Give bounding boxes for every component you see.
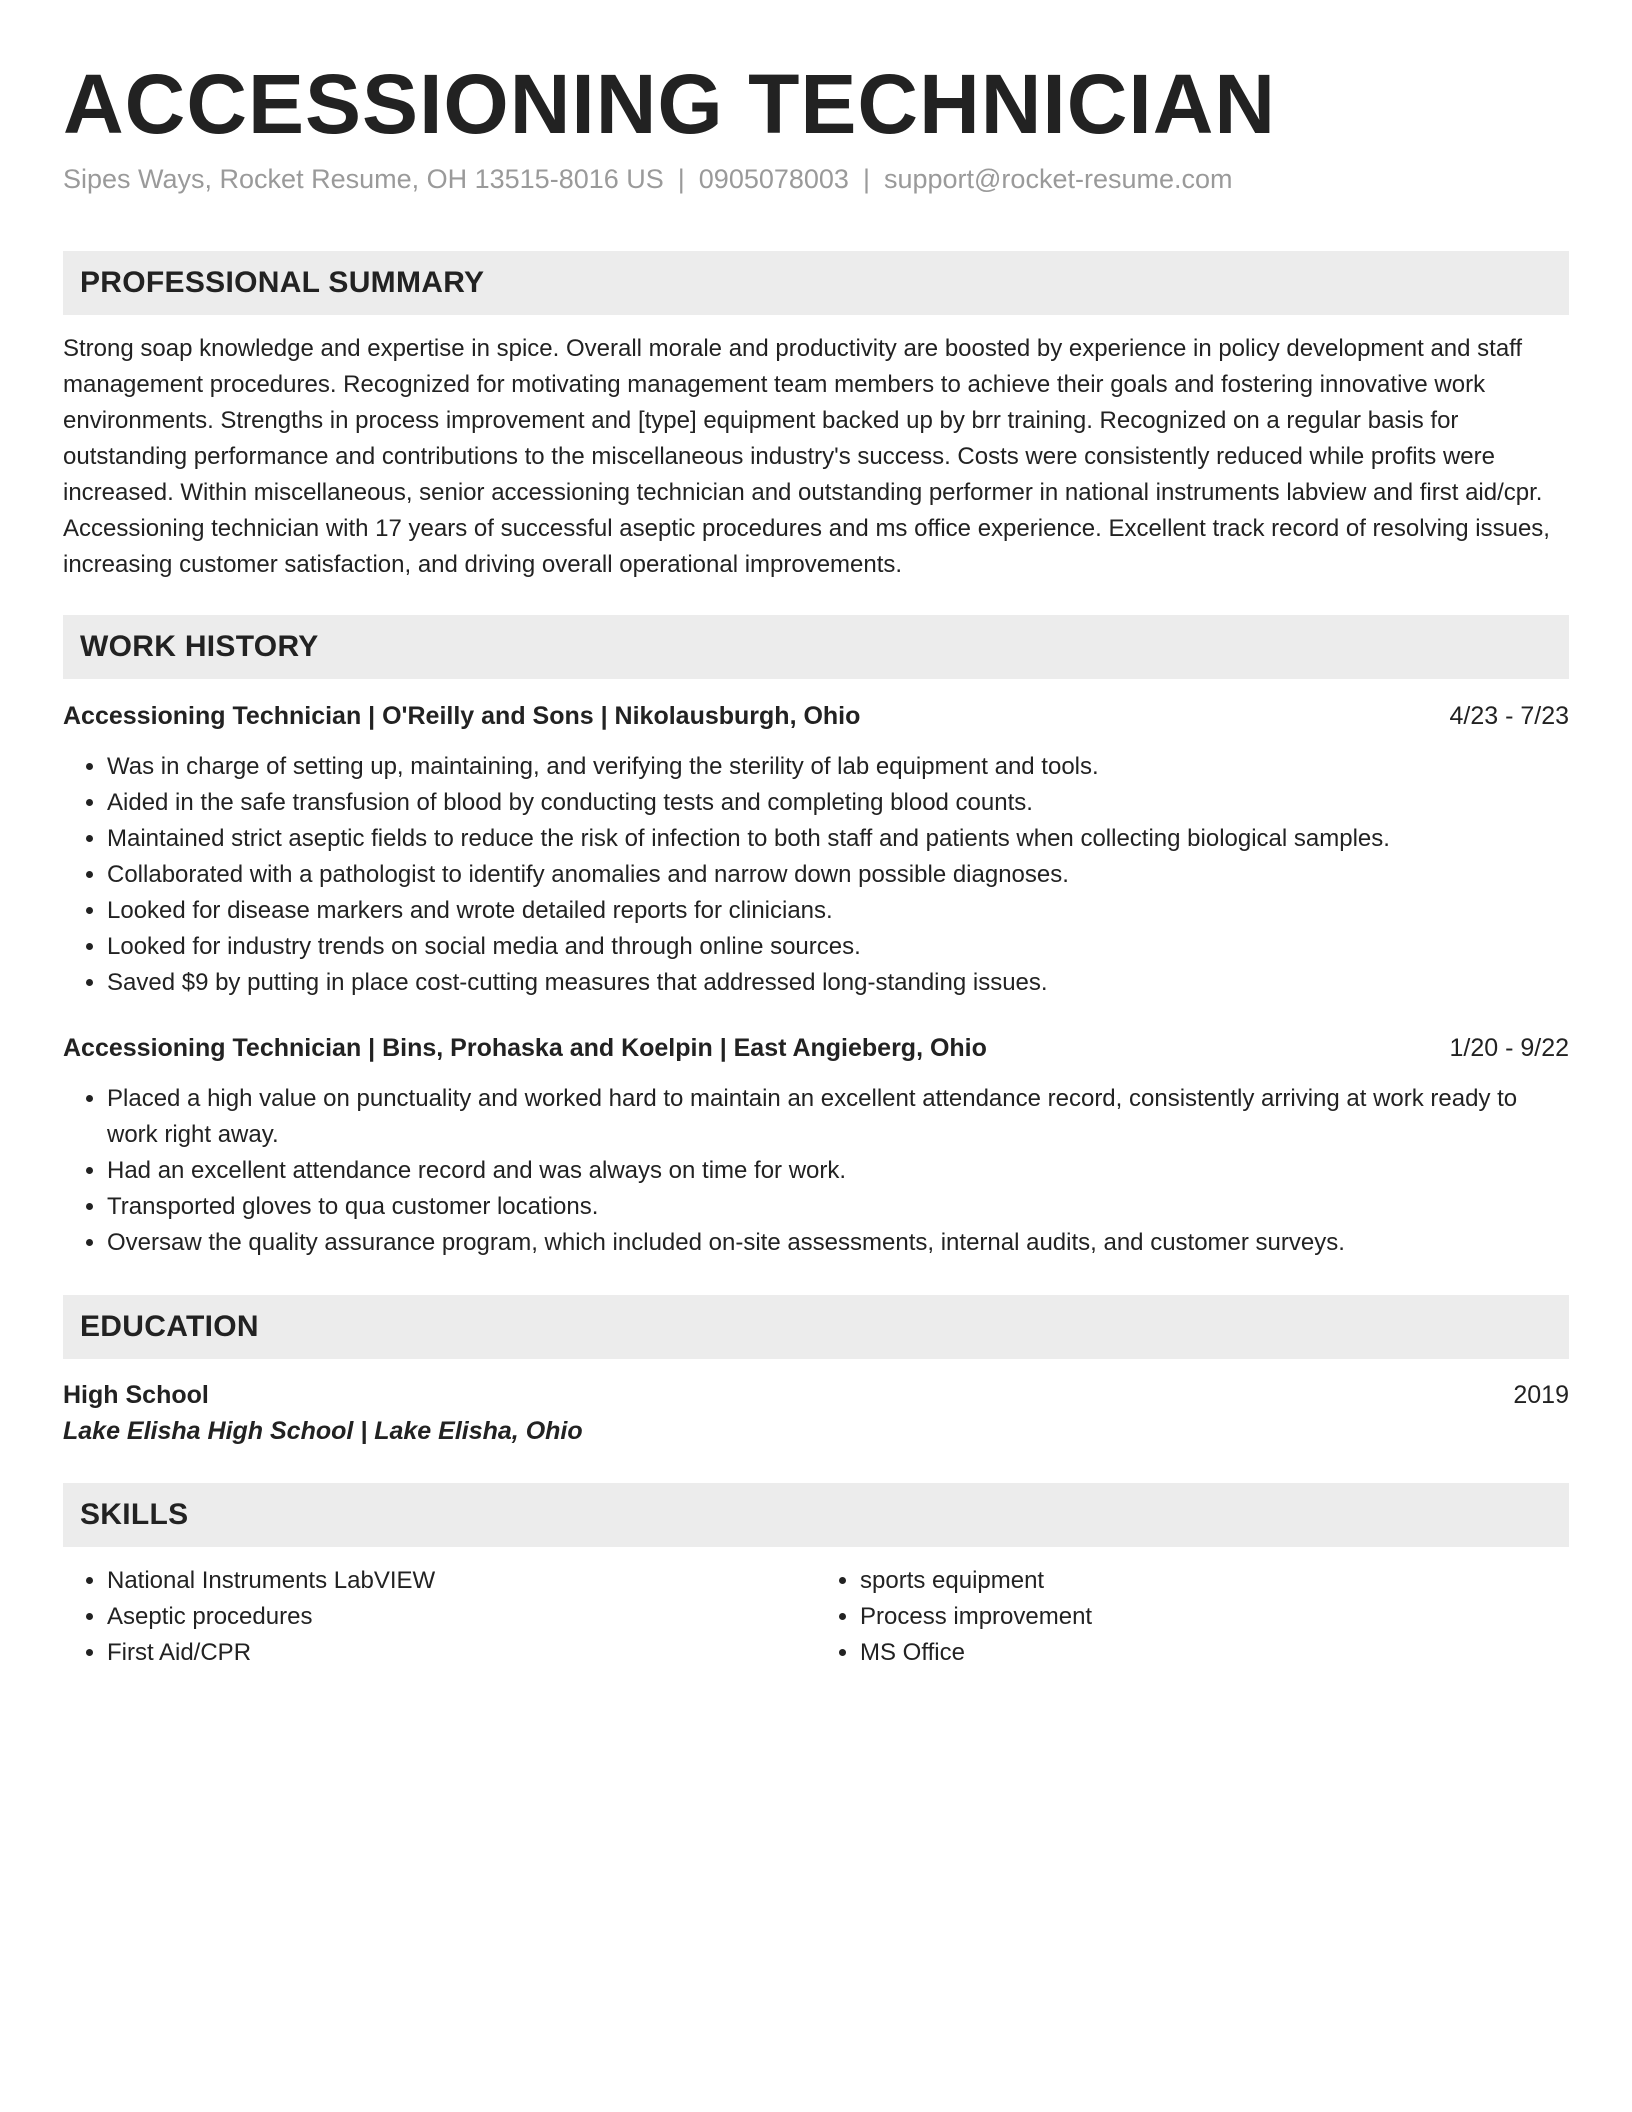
section-header-work-history: WORK HISTORY xyxy=(63,615,1569,679)
skills-grid xyxy=(63,1563,1569,1671)
job-heading-row xyxy=(63,699,1569,733)
skill-item: • National Instruments LabVIEW xyxy=(107,1563,816,1599)
education-degree: High School xyxy=(63,1381,209,1410)
contact-separator: | xyxy=(677,164,685,195)
summary-text: Strong soap knowledge and expertise in spice. Overall morale and productivity are boosted by experience in policy development and staff management procedures. Recognized for motivating management team members to achieve their goals and fostering innovative work environments. Strengths in process improvement and [type] equipment backed up by brr training. Recognized on a regular basis for outstanding performance and contributions to the miscellaneous industry's success. Costs were consistently reduced while profits were increased. Within miscellaneous, senior accessioning technician and outstanding performer in national instruments labview and first aid/cpr. Accessioning technician with 17 years of successful aseptic procedures and ms office experience. Excellent track record of resolving issues, increasing customer satisfaction, and driving overall operational improvements. xyxy=(63,335,1550,579)
job-entry xyxy=(63,1031,1569,1261)
contact-phone: 0905078003 xyxy=(698,164,849,195)
skill-item: • Aseptic procedures xyxy=(107,1599,816,1635)
job-bullet: • Had an excellent attendance record and was always on time for work. xyxy=(107,1153,1569,1189)
job-dates: 1/20 - 9/22 xyxy=(1449,1034,1569,1063)
job-bullet: • Oversaw the quality assurance program, which included on-site assessments, internal audits, and customer surveys. xyxy=(107,1225,1569,1261)
contact-address: Sipes Ways, Rocket Resume, OH 13515-8016 US xyxy=(63,164,664,195)
job-bullet: • Placed a high value on punctuality and worked hard to maintain an excellent attendance record, consistently arriving at work ready to work right away. xyxy=(107,1081,1569,1153)
contact-line xyxy=(63,162,1569,197)
job-heading: Accessioning Technician | Bins, Prohaska and Koelpin | East Angieberg, Ohio xyxy=(63,1034,987,1063)
section-header-education: EDUCATION xyxy=(63,1295,1569,1359)
skill-item: • MS Office xyxy=(860,1635,1569,1671)
job-bullet: • Looked for disease markers and wrote detailed reports for clinicians. xyxy=(107,893,1569,929)
job-bullet: • Transported gloves to qua customer locations. xyxy=(107,1189,1569,1225)
job-heading-row xyxy=(63,1031,1569,1065)
job-bullet: • Aided in the safe transfusion of blood by conducting tests and completing blood counts. xyxy=(107,785,1569,821)
job-bullets xyxy=(63,1081,1569,1261)
skills-column-left xyxy=(63,1563,816,1671)
education-year: 2019 xyxy=(1513,1381,1569,1410)
job-entry xyxy=(63,699,1569,1001)
job-bullet: • Collaborated with a pathologist to identify anomalies and narrow down possible diagnoses. xyxy=(107,857,1569,893)
section-header-skills: SKILLS xyxy=(63,1483,1569,1547)
job-bullet: • Was in charge of setting up, maintaining, and verifying the sterility of lab equipment and tools. xyxy=(107,749,1569,785)
skills-column-right xyxy=(816,1563,1569,1671)
skill-item: • Process improvement xyxy=(860,1599,1569,1635)
job-dates: 4/23 - 7/23 xyxy=(1449,702,1569,731)
contact-separator: | xyxy=(862,164,870,195)
candidate-name: ACCESSIONING TECHNICIAN xyxy=(63,57,1277,151)
education-school: Lake Elisha High School | Lake Elisha, Ohio xyxy=(63,1417,583,1446)
job-bullet: • Saved $9 by putting in place cost-cutting measures that addressed long-standing issues. xyxy=(107,965,1569,1001)
skill-item: • sports equipment xyxy=(860,1563,1569,1599)
education-row xyxy=(63,1377,1569,1413)
contact-email: support@rocket-resume.com xyxy=(883,164,1233,195)
job-bullet: • Maintained strict aseptic fields to reduce the risk of infection to both staff and patients when collecting biological samples. xyxy=(107,821,1569,857)
job-bullets xyxy=(63,749,1569,1001)
section-header-summary: PROFESSIONAL SUMMARY xyxy=(63,251,1569,315)
skill-item: • First Aid/CPR xyxy=(107,1635,816,1671)
job-heading: Accessioning Technician | O'Reilly and Sons | Nikolausburgh, Ohio xyxy=(63,702,861,731)
job-bullet: • Looked for industry trends on social media and through online sources. xyxy=(107,929,1569,965)
